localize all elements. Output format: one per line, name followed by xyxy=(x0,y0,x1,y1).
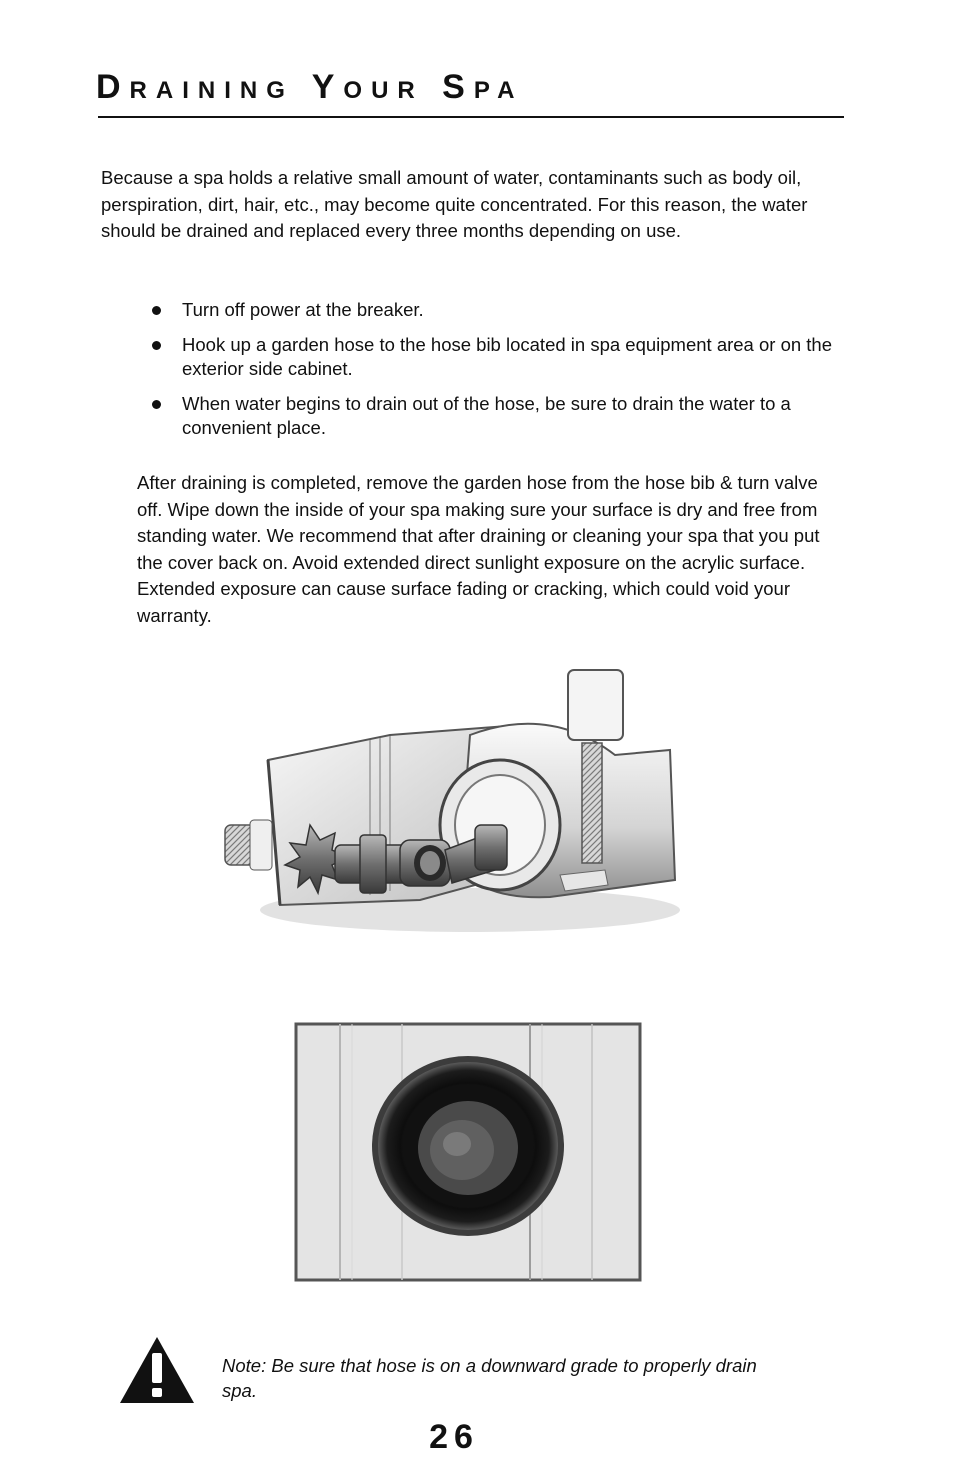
title-divider xyxy=(98,116,844,118)
note-text: Note: Be sure that hose is on a downward grade to properly drain spa. xyxy=(222,1355,757,1401)
list-item xyxy=(150,333,840,381)
step-text: Turn off power at the breaker. xyxy=(182,299,424,320)
warning-triangle-icon xyxy=(118,1335,196,1405)
step-text: Hook up a garden hose to the hose bib located in spa equipment area or on the exterior side cabinet. xyxy=(182,334,833,379)
page-title: Draining Your Spa xyxy=(96,68,524,106)
draining-steps-list xyxy=(150,298,840,451)
bullet-dot-icon xyxy=(152,306,161,315)
after-draining-paragraph: After draining is completed, remove the garden hose from the hose bib & turn valve off. Wipe down the inside of your spa making sure your surface is dry and free from standing water. We recommend that after draining or cleaning your spa that you put the cover back on. Avoid extended direct sunlight exposure on the acrylic surface. Extended exposure can cause surface fading or cracking, which could void your warranty. xyxy=(137,472,820,626)
hose-bib-valve-photo xyxy=(220,665,685,950)
drain-fitting-photo xyxy=(292,1020,644,1284)
bullet-dot-icon xyxy=(152,400,161,409)
step-text: When water begins to drain out of the hose, be sure to drain the water to a convenient place. xyxy=(182,393,791,438)
page-number: 26 xyxy=(429,1418,479,1456)
bullet-dot-icon xyxy=(152,341,161,350)
list-item xyxy=(150,298,840,322)
list-item xyxy=(150,392,840,440)
intro-paragraph: Because a spa holds a relative small amount of water, contaminants such as body oil, perspiration, dirt, hair, etc., may become quite concentrated. For this reason, the water should be drained and replaced every three months depending on use. xyxy=(101,167,808,241)
